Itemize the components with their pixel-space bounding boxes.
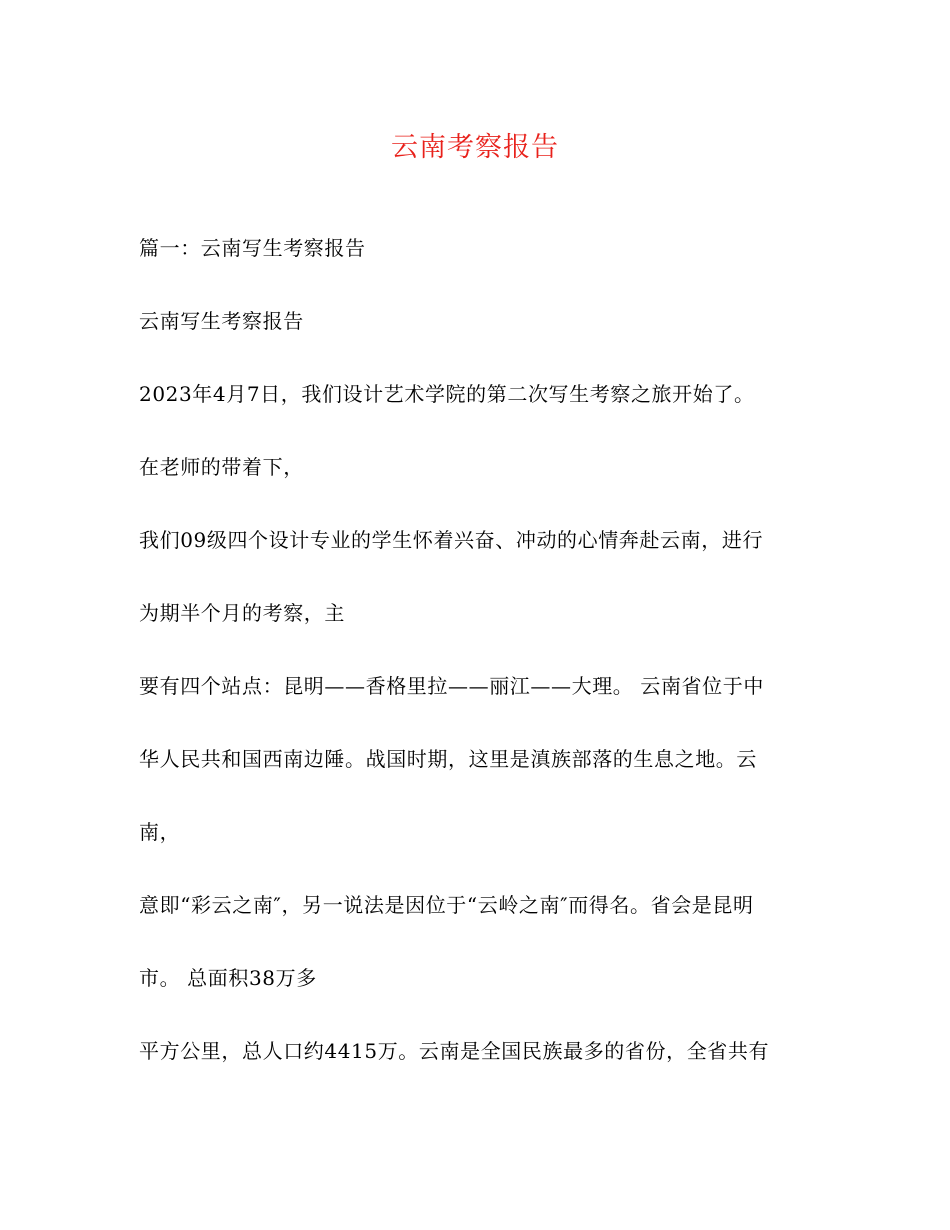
document-title: 云南考察报告 [391,132,559,163]
body-line: 2023年4月7日，我们设计艺术学院的第二次写生考察之旅开始了。 [139,382,755,406]
body-line: 意即“彩云之南″，另一说法是因位于“云岭之南″而得名。省会是昆明 [139,893,754,917]
body-line: 为期半个月的考察，主 [139,601,345,625]
body-line: 平方公里，总人口约4415万。云南是全国民族最多的省份，全省共有 [139,1039,770,1063]
body-line: 华人民共和国西南边陲。战国时期，这里是滇族部落的生息之地。云 [139,747,757,771]
body-line: 在老师的带着下， [139,455,304,479]
body-line: 我们09级四个设计专业的学生怀着兴奋、冲动的心情奔赴云南，进行 [139,528,764,552]
body-line: 要有四个站点：昆明——香格里拉——丽江——大理。 云南省位于中 [139,674,764,698]
body-line: 篇一：云南写生考察报告 [139,236,366,260]
body-line: 南， [139,820,181,844]
body-line: 市。 总面积38万多 [139,966,317,990]
body-line: 云南写生考察报告 [139,309,304,333]
